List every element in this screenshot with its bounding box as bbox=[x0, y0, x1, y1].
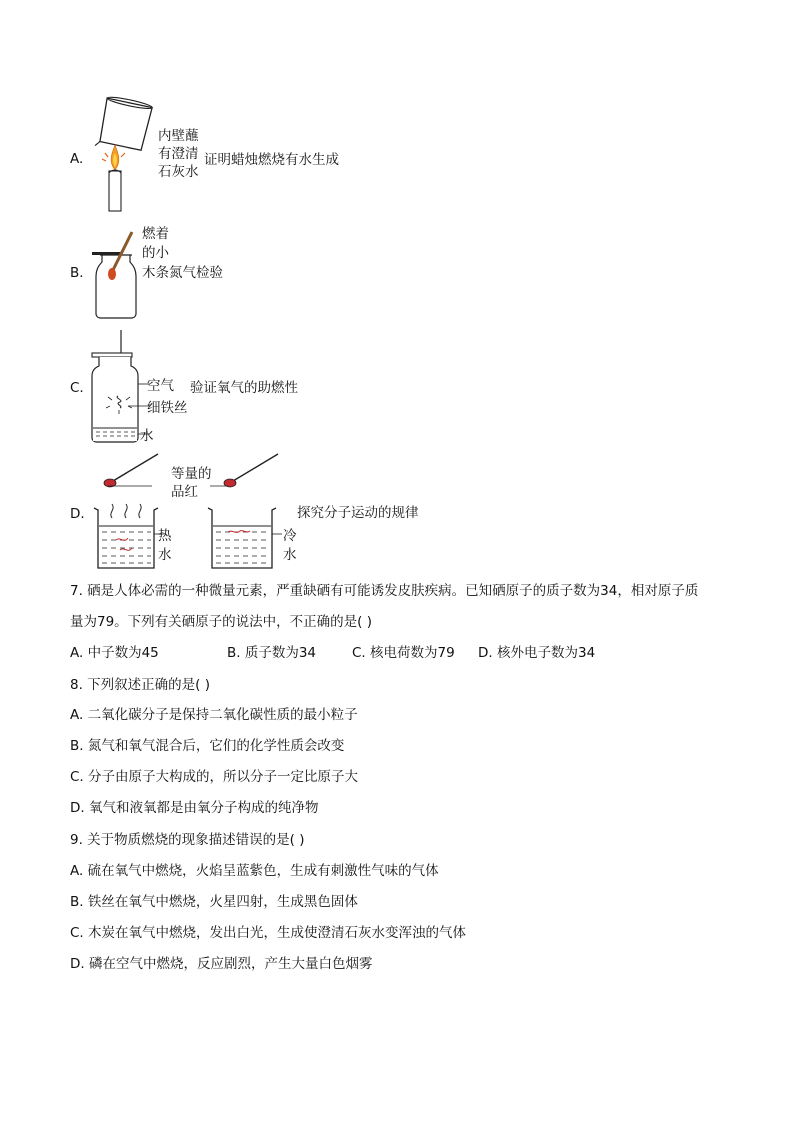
option-b-label-2: 的小 bbox=[142, 245, 169, 261]
q7-option-c: C. 核电荷数为79 bbox=[352, 645, 455, 661]
option-a-label-3: 石灰水 bbox=[158, 164, 199, 180]
option-d-label-cold-2: 水 bbox=[283, 547, 297, 563]
option-b-letter: B. bbox=[70, 265, 84, 281]
option-a-letter: A. bbox=[70, 151, 84, 167]
q9-option-a: A. 硫在氧气中燃烧，火焰呈蓝紫色，生成有刺激性气味的气体 bbox=[70, 863, 439, 879]
option-b-label-3: 木条氮气检验 bbox=[142, 265, 223, 281]
q9-option-c: C. 木炭在氧气中燃烧，发出白光，生成使澄清石灰水变浑浊的气体 bbox=[70, 925, 467, 941]
q8-option-b: B. 氮气和氧气混合后，它们的化学性质会改变 bbox=[70, 738, 345, 754]
candle-beaker-figure bbox=[88, 95, 168, 220]
option-d-label-hot-2: 水 bbox=[158, 547, 172, 563]
option-d-description: 探究分子运动的规律 bbox=[297, 505, 419, 521]
option-a-description: 证明蜡烛燃烧有水生成 bbox=[204, 152, 339, 168]
q7-stem-line-2: 量为79。下列有关硒原子的说法中，不正确的是( ) bbox=[70, 614, 373, 630]
option-d-letter: D. bbox=[70, 506, 85, 522]
q7-stem-line-1: 7. 硒是人体必需的一种微量元素，严重缺硒有可能诱发皮肤疾病。已知硒原子的质子数为34，相对原子质 bbox=[70, 583, 699, 599]
q9-stem: 9. 关于物质燃烧的现象描述错误的是( ) bbox=[70, 832, 305, 848]
option-d-label-top-1: 等量的 bbox=[171, 466, 212, 482]
option-c-label-air: 空气 bbox=[147, 378, 174, 394]
option-a-label-2: 有澄清 bbox=[158, 146, 199, 162]
option-b-label-1: 燃着 bbox=[142, 226, 169, 242]
option-c-letter: C. bbox=[70, 380, 84, 396]
option-c-label-wire: 细铁丝 bbox=[147, 400, 188, 416]
option-d-label-hot-1: 热 bbox=[158, 528, 172, 544]
q7-option-b: B. 质子数为34 bbox=[227, 645, 317, 661]
q7-option-d: D. 核外电子数为34 bbox=[478, 645, 596, 661]
option-a-label-1: 内壁蘸 bbox=[158, 128, 199, 144]
q8-option-a: A. 二氧化碳分子是保持二氧化碳性质的最小粒子 bbox=[70, 707, 358, 723]
q8-option-c: C. 分子由原子大构成的，所以分子一定比原子大 bbox=[70, 769, 359, 785]
q7-option-a: A. 中子数为45 bbox=[70, 645, 159, 661]
option-d-label-cold-1: 冷 bbox=[283, 528, 297, 544]
q8-stem: 8. 下列叙述正确的是( ) bbox=[70, 677, 210, 693]
option-d-label-top-2: 品红 bbox=[171, 484, 198, 500]
q9-option-d: D. 磷在空气中燃烧，反应剧烈，产生大量白色烟雾 bbox=[70, 956, 373, 972]
option-c-description: 验证氧气的助燃性 bbox=[190, 380, 298, 396]
gas-bottle-stick-figure bbox=[88, 228, 148, 320]
option-c-label-water: 水 bbox=[140, 428, 154, 444]
q9-option-b: B. 铁丝在氧气中燃烧，火星四射，生成黑色固体 bbox=[70, 894, 358, 910]
q8-option-d: D. 氧气和液氧都是由氧分子构成的纯净物 bbox=[70, 800, 319, 816]
